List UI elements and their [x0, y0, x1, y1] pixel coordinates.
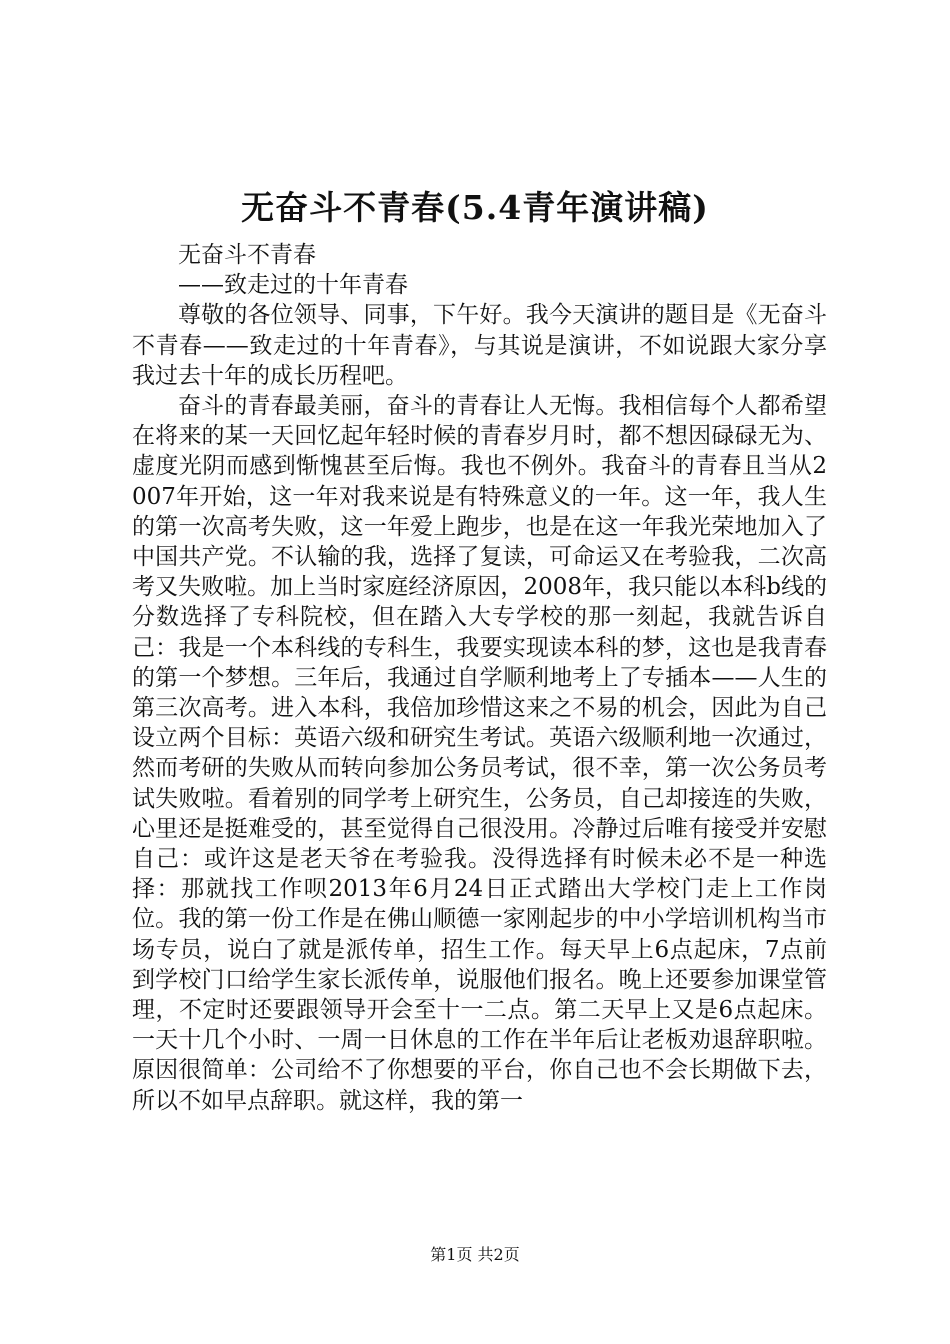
subtitle-line-1: 无奋斗不青春 [178, 242, 316, 268]
subtitle-line-2: ——致走过的十年青春 [178, 272, 408, 299]
document-body [132, 240, 827, 1116]
page-footer: 第1页 共2页 [430, 1245, 520, 1264]
paragraph-greeting: 尊敬的各位领导、同事，下午好。我今天演讲的题目是《无奋斗不青春——致走过的十年青春》，与其说是演讲，不如说跟大家分享我过去十年的成长历程吧。 [132, 302, 827, 389]
paragraph-story: 奋斗的青春最美丽，奋斗的青春让人无悔。我相信每个人都希望在将来的某一天回忆起年轻时候的青春岁月时，都不想因碌碌无为、虚度光阴而感到惭愧甚至后悔。我也不例外。我奋斗的青春且当从2007年开始，这一年对我来说是有特殊意义的一年。这一年，我人生的第一次高考失败，这一年爱上跑步，也是在这一年我光荣地加入了中国共产党。不认输的我，选择了复读，可命运又在考验我，二次高考又失败啦。加上当时家庭经济原因，2008年，我只能以本科b线的分数选择了专科院校，但在踏入大专学校的那一刻起，我就告诉自己：我是一个本科线的专科生，我要实现读本科的梦，这也是我青春的第一个梦想。三年后，我通过自学顺利地考上了专插本——人生的第三次高考。进入本科，我倍加珍惜这来之不易的机会，因此为自己设立两个目标：英语六级和研究生考试。英语六级顺利地一次通过，然而考研的失败从而转向参加公务员考试，很不幸，第一次公务员考试失败啦。看着别的同学考上研究生，公务员，自己却接连的失败，心里还是挺难受的，甚至觉得自己很没用。冷静过后唯有接受并安慰自己：或许这是老天爷在考验我。没得选择有时候未必不是一种选择：那就找工作呗2013年6月24日正式踏出大学校门走上工作岗位。我的第一份工作是在佛山顺德一家刚起步的中小学培训机构当市场专员，说白了就是派传单，招生工作。每天早上6点起床，7点前到学校门口给学生家长派传单，说服他们报名。晚上还要参加课堂管理，不定时还要跟领导开会至十一二点。第二天早上又是6点起床。一天十几个小时、一周一日休息的工作在半年后让老板劝退辞职啦。原因很简单：公司给不了你想要的平台，你自己也不会长期做下去，所以不如早点辞职。就这样，我的第一 [132, 393, 827, 1114]
document-title: 无奋斗不青春(5.4青年演讲稿) [241, 188, 709, 227]
